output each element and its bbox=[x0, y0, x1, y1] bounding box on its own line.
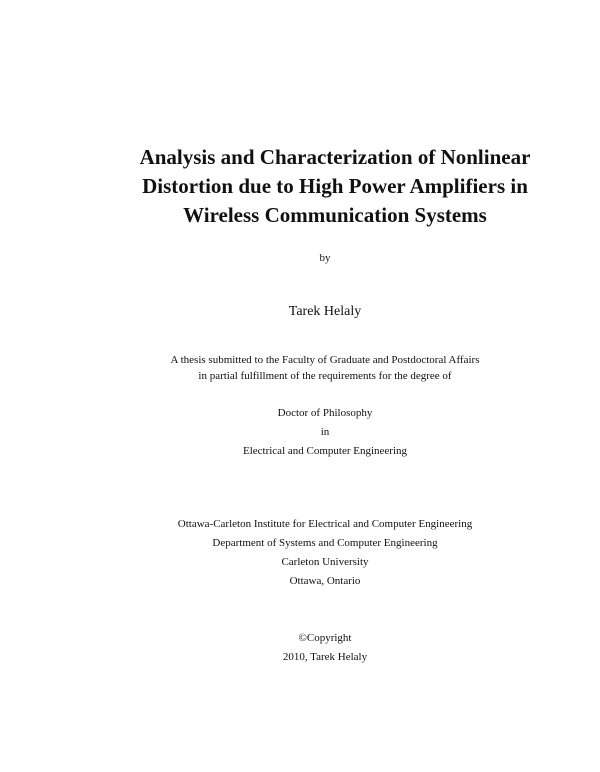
university-location: Ottawa, Ontario bbox=[289, 575, 361, 587]
copyright-block bbox=[25, 629, 600, 667]
title-line-3: Wireless Communication Systems bbox=[183, 203, 487, 227]
university-name: Carleton University bbox=[281, 556, 369, 568]
thesis-title bbox=[100, 143, 570, 230]
copyright-label: ©Copyright bbox=[298, 632, 352, 644]
thesis-purpose-statement bbox=[25, 352, 600, 384]
degree-name: Doctor of Philosophy bbox=[277, 407, 373, 419]
purpose-line-1: A thesis submitted to the Faculty of Graduate and Postdoctoral Affairs bbox=[170, 354, 480, 366]
degree-block bbox=[25, 404, 600, 461]
purpose-line-2: in partial fulfillment of the requirements for the degree of bbox=[198, 370, 452, 382]
by-label: by bbox=[319, 252, 331, 264]
copyright-year-holder: 2010, Tarek Helaly bbox=[282, 651, 368, 663]
degree-in: in bbox=[320, 426, 330, 438]
title-line-2: Distortion due to High Power Amplifiers in bbox=[142, 174, 528, 198]
institute-name: Ottawa-Carleton Institute for Electrical and Computer Engineering bbox=[177, 518, 473, 530]
title-line-1: Analysis and Characterization of Nonlinear bbox=[139, 145, 531, 169]
author-name: Tarek Helaly bbox=[288, 304, 362, 319]
institution-block bbox=[25, 515, 600, 591]
degree-field: Electrical and Computer Engineering bbox=[242, 445, 408, 457]
department-name: Department of Systems and Computer Engineering bbox=[212, 537, 438, 549]
